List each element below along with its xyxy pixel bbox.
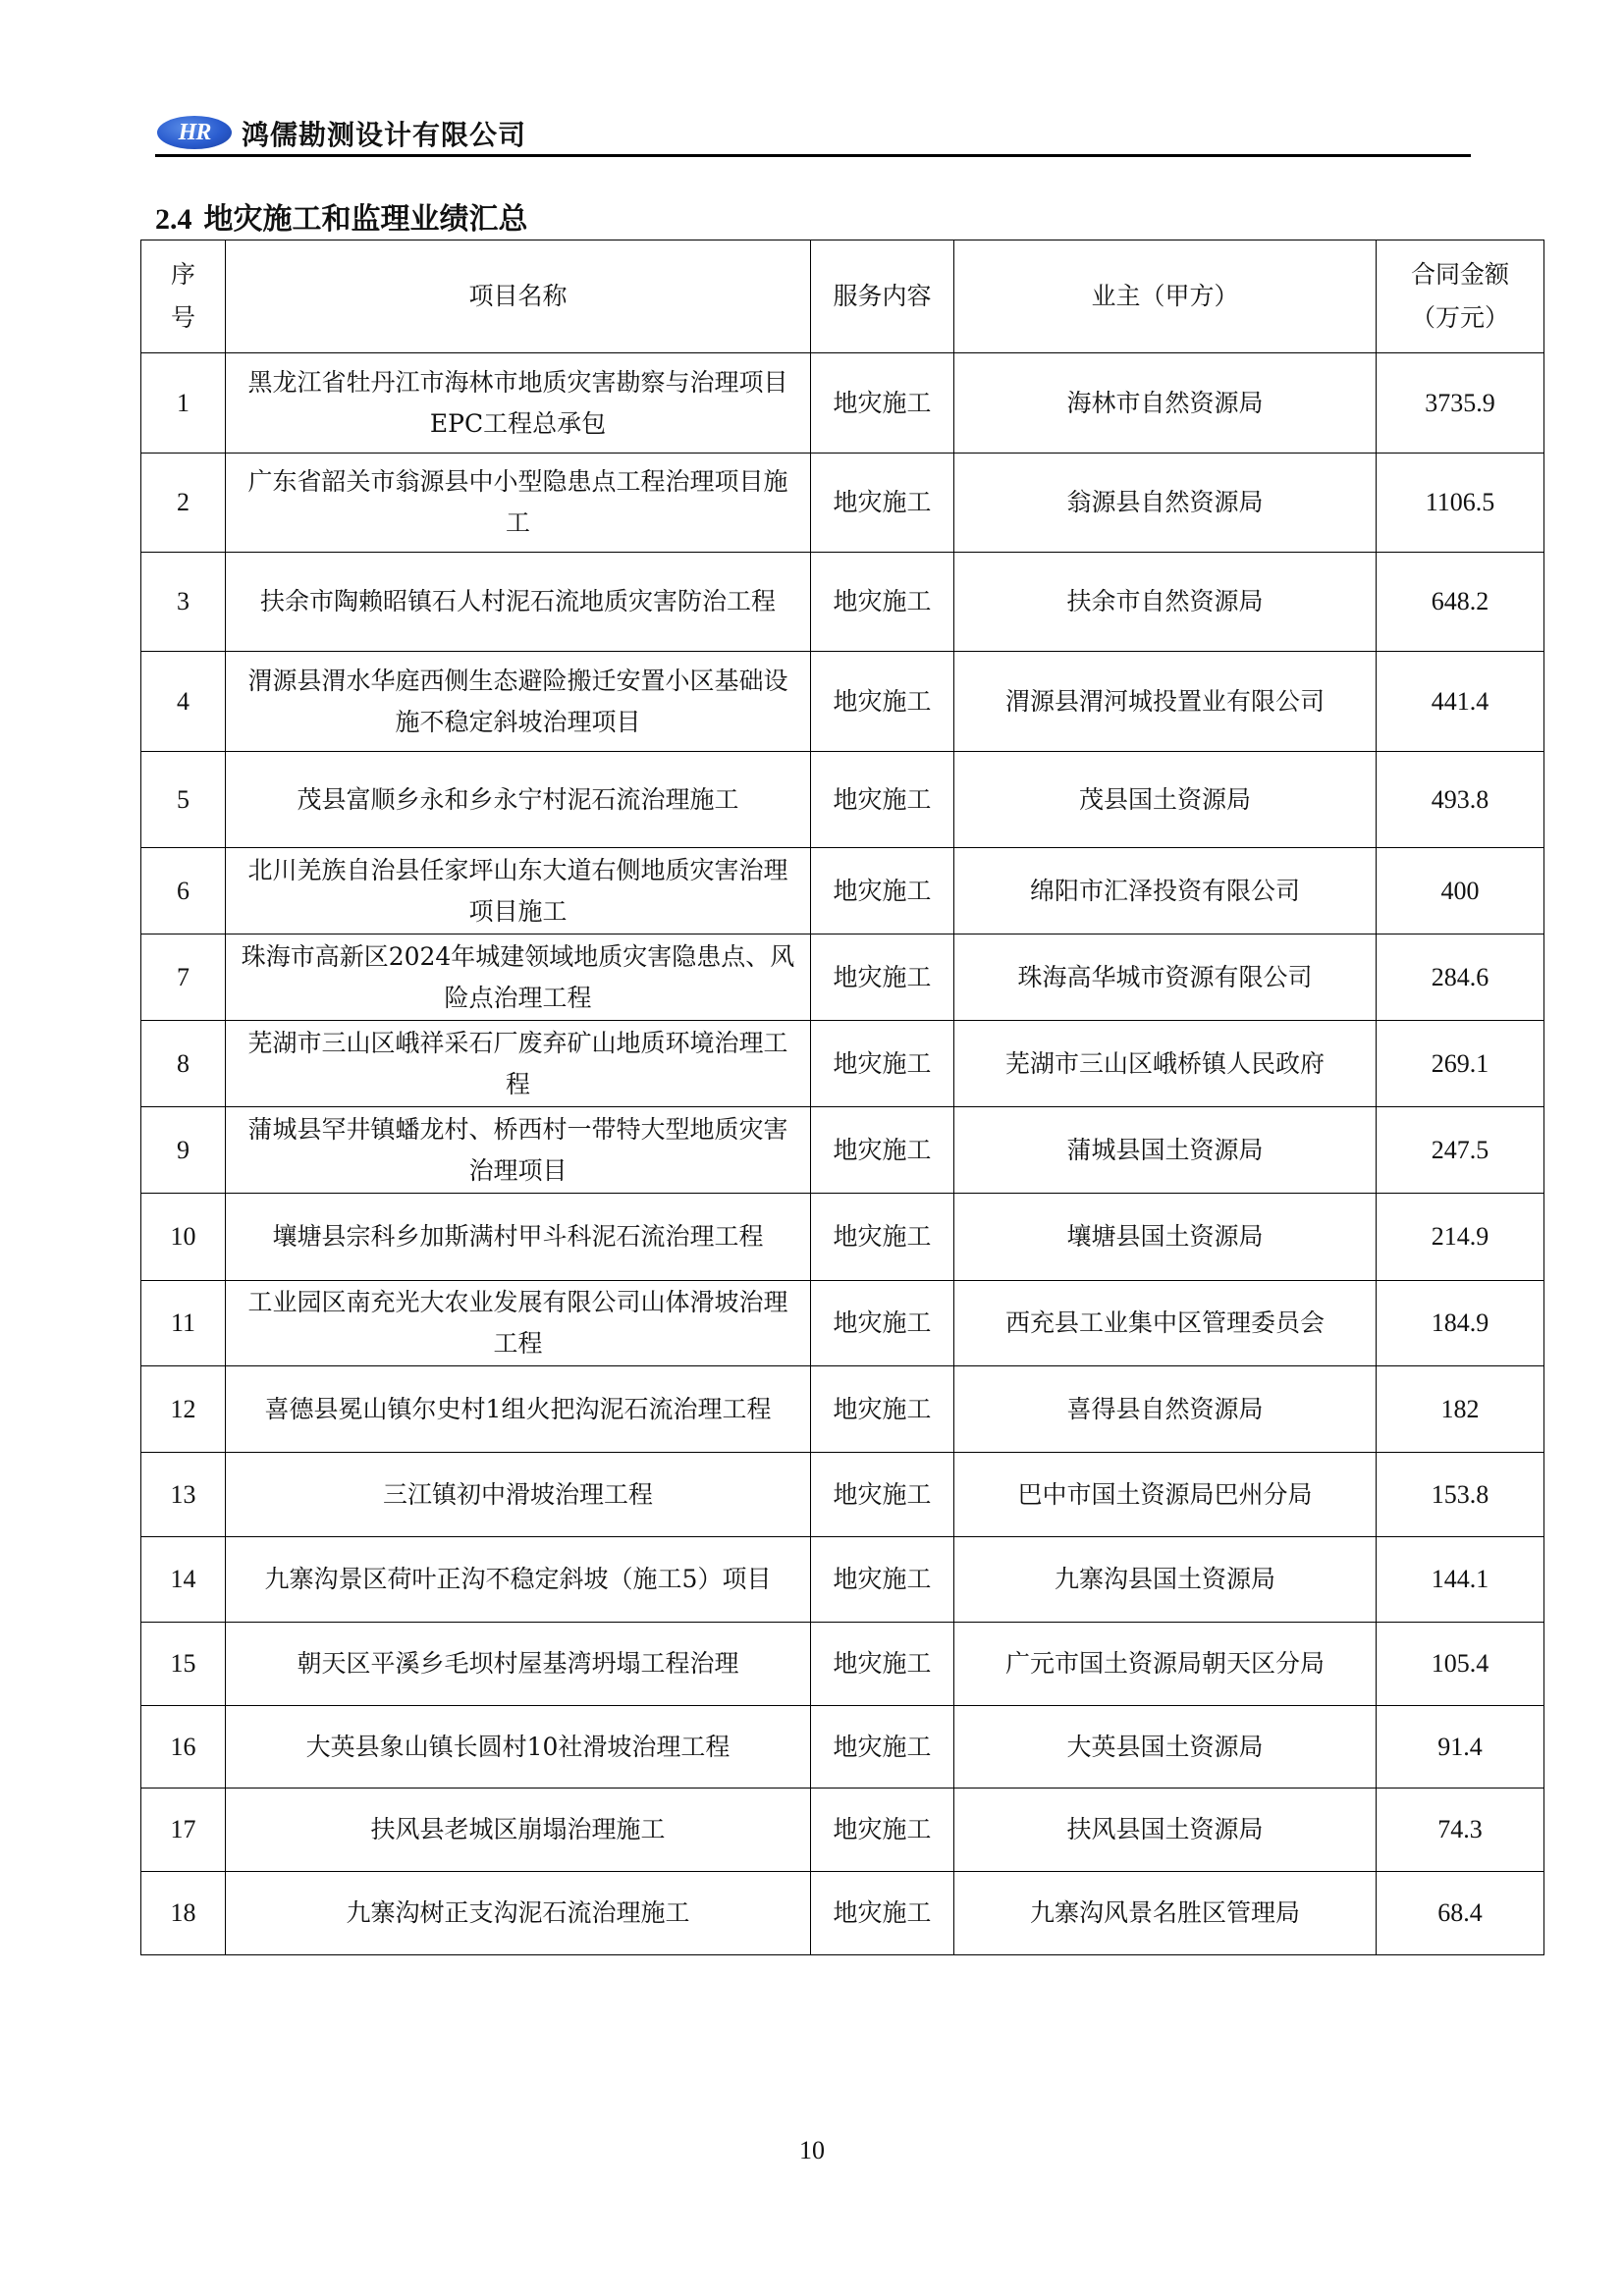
cell-owner: 壤塘县国土资源局 [954,1194,1377,1281]
table-row [141,1872,1544,1955]
table-row [141,752,1544,848]
section-title-text: 地灾施工和监理业绩汇总 [203,202,528,237]
table-row [141,934,1544,1021]
cell-owner: 巴中市国土资源局巴州分局 [954,1453,1377,1537]
cell-amount: 214.9 [1377,1194,1544,1281]
cell-project-name: 大英县象山镇长圆村10社滑坡治理工程 [226,1706,811,1789]
cell-no: 3 [141,553,226,652]
cell-no: 8 [141,1021,226,1107]
cell-amount: 441.4 [1377,652,1544,752]
cell-service: 地灾施工 [811,1872,954,1955]
cell-amount: 247.5 [1377,1107,1544,1194]
cell-project-name: 三江镇初中滑坡治理工程 [226,1453,811,1537]
cell-project-name: 黑龙江省牡丹江市海林市地质灾害勘察与治理项目EPC工程总承包 [226,353,811,454]
cell-project-name: 扶风县老城区崩塌治理施工 [226,1789,811,1872]
cell-amount: 68.4 [1377,1872,1544,1955]
cell-owner: 翁源县自然资源局 [954,454,1377,553]
cell-no: 1 [141,353,226,454]
cell-no: 5 [141,752,226,848]
cell-project-name: 珠海市高新区2024年城建领域地质灾害隐患点、风险点治理工程 [226,934,811,1021]
cell-project-name: 九寨沟景区荷叶正沟不稳定斜坡（施工5）项目 [226,1537,811,1623]
cell-project-name: 北川羌族自治县任家坪山东大道右侧地质灾害治理项目施工 [226,848,811,934]
cell-owner: 海林市自然资源局 [954,353,1377,454]
cell-project-name: 广东省韶关市翁源县中小型隐患点工程治理项目施工 [226,454,811,553]
cell-amount: 1106.5 [1377,454,1544,553]
header-no: 序号 [141,240,226,353]
cell-no: 4 [141,652,226,752]
cell-amount: 284.6 [1377,934,1544,1021]
cell-no: 7 [141,934,226,1021]
table-row [141,454,1544,553]
company-logo-icon: HR [157,116,232,149]
header-name: 项目名称 [226,240,811,353]
performance-table [140,240,1544,1955]
cell-no: 10 [141,1194,226,1281]
table-row [141,1021,1544,1107]
cell-service: 地灾施工 [811,553,954,652]
section-number: 2.4 [155,203,192,236]
cell-amount: 400 [1377,848,1544,934]
cell-service: 地灾施工 [811,848,954,934]
cell-project-name: 茂县富顺乡永和乡永宁村泥石流治理施工 [226,752,811,848]
cell-project-name: 蒲城县罕井镇蟠龙村、桥西村一带特大型地质灾害治理项目 [226,1107,811,1194]
table-row [141,1366,1544,1453]
cell-amount: 648.2 [1377,553,1544,652]
cell-owner: 广元市国土资源局朝天区分局 [954,1623,1377,1706]
cell-owner: 绵阳市汇泽投资有限公司 [954,848,1377,934]
company-name: 鸿儒勘测设计有限公司 [242,119,527,151]
cell-project-name: 九寨沟树正支沟泥石流治理施工 [226,1872,811,1955]
cell-no: 15 [141,1623,226,1706]
cell-amount: 105.4 [1377,1623,1544,1706]
table-row [141,652,1544,752]
cell-amount: 3735.9 [1377,353,1544,454]
cell-service: 地灾施工 [811,934,954,1021]
cell-project-name: 喜德县冕山镇尔史村1组火把沟泥石流治理工程 [226,1366,811,1453]
cell-service: 地灾施工 [811,1366,954,1453]
cell-service: 地灾施工 [811,1537,954,1623]
cell-no: 12 [141,1366,226,1453]
table-row [141,1623,1544,1706]
cell-service: 地灾施工 [811,1021,954,1107]
cell-amount: 144.1 [1377,1537,1544,1623]
section-heading [155,194,528,238]
cell-amount: 153.8 [1377,1453,1544,1537]
cell-project-name: 芜湖市三山区峨祥采石厂废弃矿山地质环境治理工程 [226,1021,811,1107]
cell-service: 地灾施工 [811,1789,954,1872]
header-divider [155,154,1471,157]
cell-owner: 喜得县自然资源局 [954,1366,1377,1453]
cell-no: 11 [141,1281,226,1366]
cell-no: 2 [141,454,226,553]
table-row [141,1281,1544,1366]
table-row [141,1706,1544,1789]
table-header-row [141,240,1544,353]
cell-service: 地灾施工 [811,752,954,848]
cell-no: 9 [141,1107,226,1194]
cell-owner: 蒲城县国土资源局 [954,1107,1377,1194]
cell-no: 18 [141,1872,226,1955]
page-header [155,110,1471,159]
table-row [141,1194,1544,1281]
cell-amount: 182 [1377,1366,1544,1453]
cell-service: 地灾施工 [811,1194,954,1281]
cell-no: 13 [141,1453,226,1537]
cell-no: 16 [141,1706,226,1789]
cell-owner: 珠海高华城市资源有限公司 [954,934,1377,1021]
cell-amount: 493.8 [1377,752,1544,848]
table-row [141,1537,1544,1623]
cell-project-name: 扶余市陶赖昭镇石人村泥石流地质灾害防治工程 [226,553,811,652]
page-number: 10 [799,2136,825,2164]
cell-service: 地灾施工 [811,652,954,752]
table-row [141,1107,1544,1194]
cell-project-name: 渭源县渭水华庭西侧生态避险搬迁安置小区基础设施不稳定斜坡治理项目 [226,652,811,752]
cell-project-name: 朝天区平溪乡毛坝村屋基湾坍塌工程治理 [226,1623,811,1706]
table-row [141,848,1544,934]
cell-project-name: 工业园区南充光大农业发展有限公司山体滑坡治理工程 [226,1281,811,1366]
cell-no: 14 [141,1537,226,1623]
table-row [141,1789,1544,1872]
cell-service: 地灾施工 [811,454,954,553]
cell-owner: 扶风县国土资源局 [954,1789,1377,1872]
cell-service: 地灾施工 [811,1623,954,1706]
header-owner: 业主（甲方） [954,240,1377,353]
cell-no: 6 [141,848,226,934]
cell-amount: 184.9 [1377,1281,1544,1366]
cell-service: 地灾施工 [811,353,954,454]
table-row [141,553,1544,652]
cell-owner: 芜湖市三山区峨桥镇人民政府 [954,1021,1377,1107]
table-row [141,353,1544,454]
cell-service: 地灾施工 [811,1453,954,1537]
cell-owner: 渭源县渭河城投置业有限公司 [954,652,1377,752]
cell-service: 地灾施工 [811,1706,954,1789]
cell-no: 17 [141,1789,226,1872]
cell-amount: 269.1 [1377,1021,1544,1107]
cell-service: 地灾施工 [811,1107,954,1194]
cell-service: 地灾施工 [811,1281,954,1366]
cell-owner: 九寨沟风景名胜区管理局 [954,1872,1377,1955]
header-amount: 合同金额（万元） [1377,240,1544,353]
table-body [141,353,1544,1955]
cell-project-name: 壤塘县宗科乡加斯满村甲斗科泥石流治理工程 [226,1194,811,1281]
cell-owner: 扶余市自然资源局 [954,553,1377,652]
table-row [141,1453,1544,1537]
cell-amount: 91.4 [1377,1706,1544,1789]
cell-owner: 九寨沟县国土资源局 [954,1537,1377,1623]
header-service: 服务内容 [811,240,954,353]
cell-owner: 西充县工业集中区管理委员会 [954,1281,1377,1366]
cell-owner: 茂县国土资源局 [954,752,1377,848]
cell-amount: 74.3 [1377,1789,1544,1872]
cell-owner: 大英县国土资源局 [954,1706,1377,1789]
